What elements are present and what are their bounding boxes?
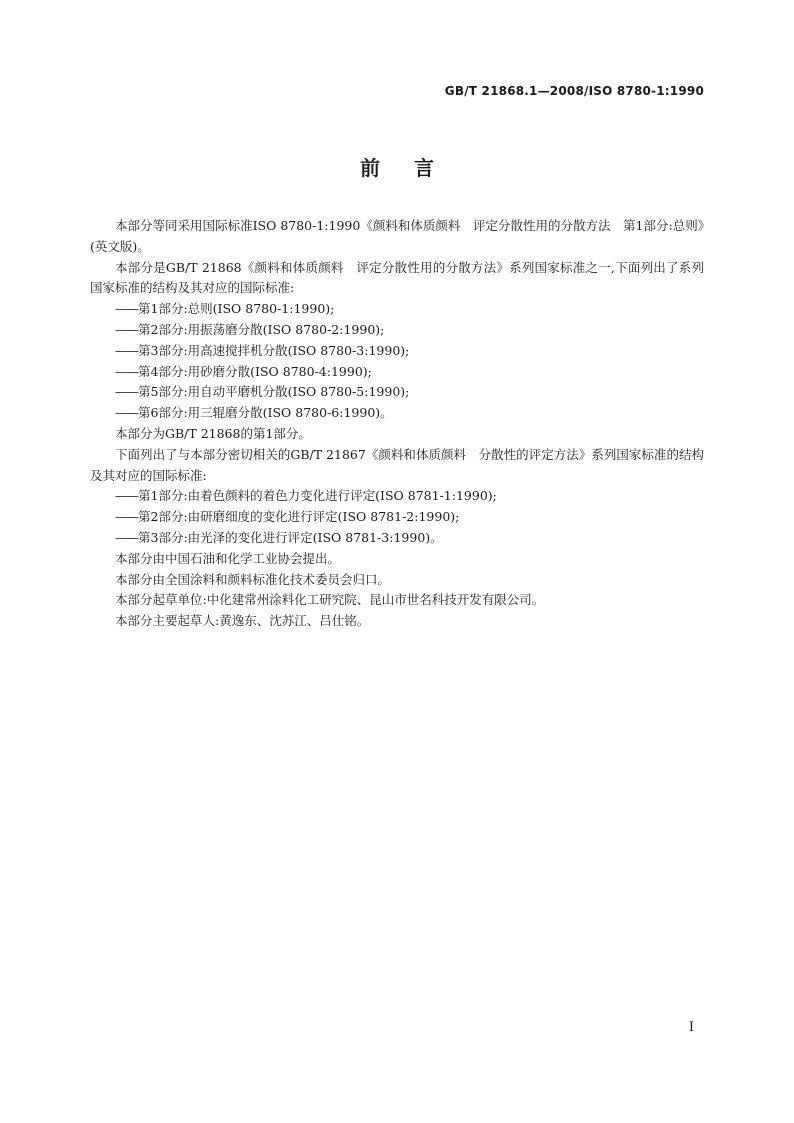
list-item-text: 第5部分:用自动平磨机分散(ISO 8780-5:1990); xyxy=(138,384,410,400)
list-item-text: 第2部分:用振荡磨分散(ISO 8780-2:1990); xyxy=(138,321,385,337)
paragraph-committee: 本部分由全国涂料和颜料标准化技术委员会归口。 xyxy=(115,571,391,587)
list-item-text: 第1部分:由着色颜料的着色力变化进行评定(ISO 8781-1:1990); xyxy=(138,488,497,504)
dash-marker: —— xyxy=(115,488,138,504)
page-title: 前言 xyxy=(360,156,468,180)
dash-marker: —— xyxy=(115,405,138,421)
dash-marker: —— xyxy=(115,529,138,545)
paragraph-adoption: 本部分等同采用国际标准ISO 8780-1:1990《颜料和体质颜料 评定分散性用的分散方法 第1部分:总则》(英文版)。 xyxy=(90,218,704,254)
page-number: I xyxy=(688,1020,694,1035)
list-item xyxy=(90,486,704,507)
list-item-text: 第4部分:用砂磨分散(ISO 8780-4:1990); xyxy=(138,363,372,379)
list-item-text: 第6部分:用三辊磨分散(ISO 8780-6:1990)。 xyxy=(138,405,393,421)
dash-marker: —— xyxy=(115,363,138,379)
list-item-text: 第3部分:用高速搅拌机分散(ISO 8780-3:1990); xyxy=(138,342,410,358)
list-item xyxy=(90,362,704,383)
list-item-text: 第3部分:由光泽的变化进行评定(ISO 8781-3:1990)。 xyxy=(138,529,443,545)
dash-marker: —— xyxy=(115,509,138,525)
list-item xyxy=(90,299,704,320)
dash-marker: —— xyxy=(115,384,138,400)
paragraph-part-number: 本部分为GB/T 21868的第1部分。 xyxy=(115,425,311,441)
paragraph-proposer: 本部分由中国石油和化学工业协会提出。 xyxy=(115,550,341,566)
dash-marker: —— xyxy=(115,342,138,358)
standard-code-header: GB/T 21868.1—2008/ISO 8780-1:1990 xyxy=(444,84,704,98)
dash-marker: —— xyxy=(115,301,138,317)
list-item xyxy=(90,528,704,549)
paragraph-drafters: 本部分主要起草人:黄逸东、沈苏江、吕仕铭。 xyxy=(115,613,370,629)
list-item-text: 第2部分:由研磨细度的变化进行评定(ISO 8781-2:1990); xyxy=(138,509,460,525)
list-item xyxy=(90,403,704,424)
paragraph-series-intro: 本部分是GB/T 21868《颜料和体质颜料 评定分散性用的分散方法》系列国家标准之一,下面列出了系列国家标准的结构及其对应的国际标准: xyxy=(90,259,704,296)
dash-marker: —— xyxy=(115,321,138,337)
list-item xyxy=(90,320,704,341)
document-body xyxy=(90,216,704,632)
list-item xyxy=(90,341,704,362)
paragraph-related-series: 下面列出了与本部分密切相关的GB/T 21867《颜料和体质颜料 分散性的评定方法》系列国家标准的结构及其对应的国际标准: xyxy=(90,446,704,483)
list-item-text: 第1部分:总则(ISO 8780-1:1990); xyxy=(138,301,335,317)
list-item xyxy=(90,507,704,528)
paragraph-drafting-units: 本部分起草单位:中化建常州涂料化工研究院、昆山市世名科技开发有限公司。 xyxy=(115,592,545,608)
list-item xyxy=(90,382,704,403)
